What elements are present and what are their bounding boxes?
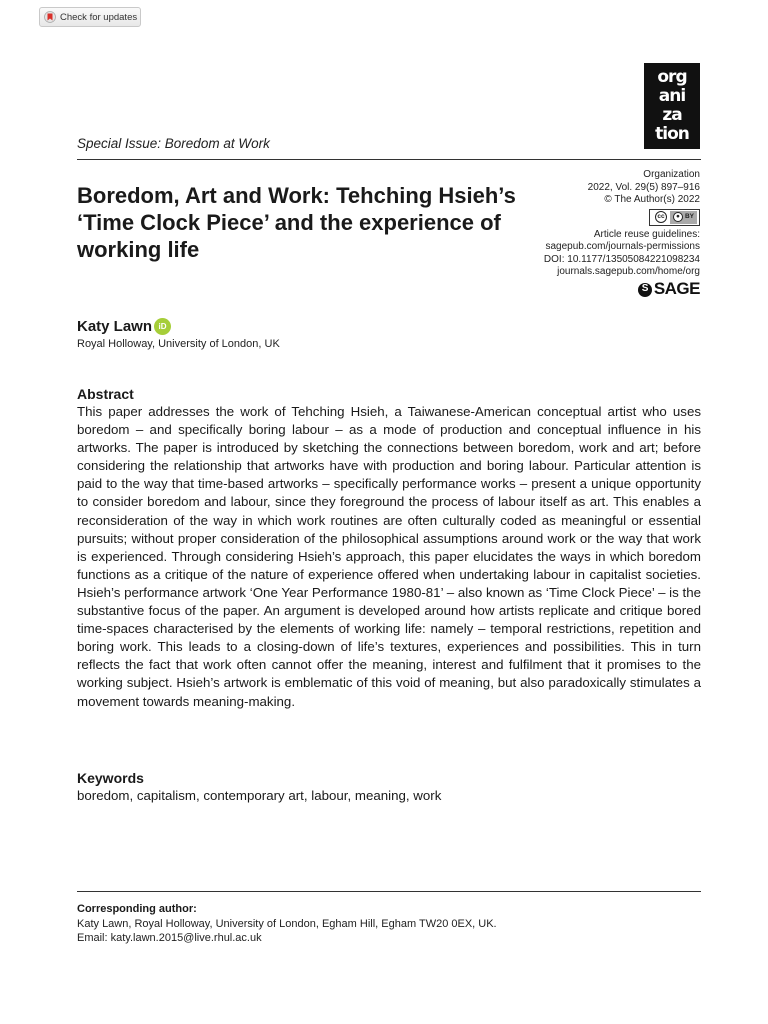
keywords-list: boredom, capitalism, contemporary art, labour, meaning, work — [77, 788, 442, 803]
author-name: Katy Lawn — [77, 318, 153, 335]
by-icon — [670, 211, 697, 224]
author-affiliation: Royal Holloway, University of London, UK — [77, 338, 280, 350]
keywords-heading: Keywords — [77, 770, 144, 786]
check-for-updates-label: Check for updates — [60, 11, 138, 23]
abstract-heading: Abstract — [77, 386, 134, 402]
orcid-icon[interactable]: iD — [154, 318, 171, 335]
journal-logo-line: org — [657, 67, 687, 87]
journal-logo-line: tion — [655, 124, 689, 144]
corresponding-author-heading: Corresponding author: — [77, 903, 197, 915]
journal-home-link[interactable]: journals.sagepub.com/home/org — [557, 266, 700, 277]
sage-icon: S — [638, 283, 652, 297]
publisher-name: SAGE — [653, 279, 700, 299]
permissions-link[interactable]: sagepub.com/journals-permissions — [545, 241, 700, 252]
person-icon: ● — [673, 212, 683, 222]
check-updates-icon — [44, 11, 56, 23]
journal-logo-line: ani — [658, 86, 686, 106]
check-for-updates-button[interactable] — [39, 7, 141, 27]
abstract-body: This paper addresses the work of Tehching Hsieh, a Taiwanese-American conceptual artist who uses boredom – and specifically boring labour – as a mode of production and conceptual influence in his artworks. The paper is introduced by sketching the connections between boredom, work and art; before considering the relationship that artworks have with production and boring labour. Particular attention is paid to the way that time-based artworks – specifically performance works – present a unique opportunity to consider boredom and labour, since they foreground the process of labour itself as art. This enables a reconsideration of the way in which work routines are often culturally coded as meaningful or essential pursuits; without proper consideration of the philosophical assumptions around work or the way that work is experienced. Through considering Hsieh’s approach, this paper elucidates the ways in which boredom functions as a critique of the nature of experience offered when undertaking labour in capitalist societies. Hsieh’s performance artwork ‘One Year Performance 1980-81’ – also known as ‘Time Clock Piece’ – is the substantive focus of the paper. An argument is developed around how artists replicate and critique bored time-spaces characterised by the elements of working life: namely – temporal restrictions, repetition and boring work. This leads to a closing-down of life’s textures, experiences and possibilities. This in turn reflects the fact that work often cannot offer the meaning, interest and fulfilment that it promises to the working subject. Hsieh’s artwork is emblematic of this void of meaning, but also paradoxically stimulates a movement towards meaning-making. — [77, 404, 701, 709]
copyright-line: © The Author(s) 2022 — [604, 194, 700, 205]
doi-link[interactable]: DOI: 10.1177/13505084221098234 — [543, 253, 700, 265]
author-block — [77, 318, 171, 335]
journal-logo — [644, 63, 700, 149]
header-divider — [77, 159, 701, 160]
article-title: Boredom, Art and Work: Tehching Hsieh’s ‘Time Clock Piece’ and the experience of working life — [77, 183, 516, 262]
special-issue-label: Special Issue: Boredom at Work — [77, 136, 270, 151]
cc-icon: cc — [655, 211, 667, 223]
by-label: BY — [684, 212, 694, 220]
journal-logo-line: za — [662, 105, 682, 125]
corresponding-author-address: Katy Lawn, Royal Holloway, University of London, Egham Hill, Egham TW20 0EX, UK. — [77, 918, 497, 930]
cc-license-badge[interactable] — [649, 209, 700, 226]
article-metadata — [544, 169, 700, 297]
sage-logo — [638, 279, 700, 299]
journal-name: Organization — [643, 169, 700, 180]
corresponding-author-email[interactable]: Email: katy.lawn.2015@live.rhul.ac.uk — [77, 932, 262, 944]
reuse-guidelines-label: Article reuse guidelines: — [593, 228, 700, 240]
volume-info: 2022, Vol. 29(5) 897–916 — [587, 181, 700, 193]
footer-divider — [77, 891, 701, 892]
